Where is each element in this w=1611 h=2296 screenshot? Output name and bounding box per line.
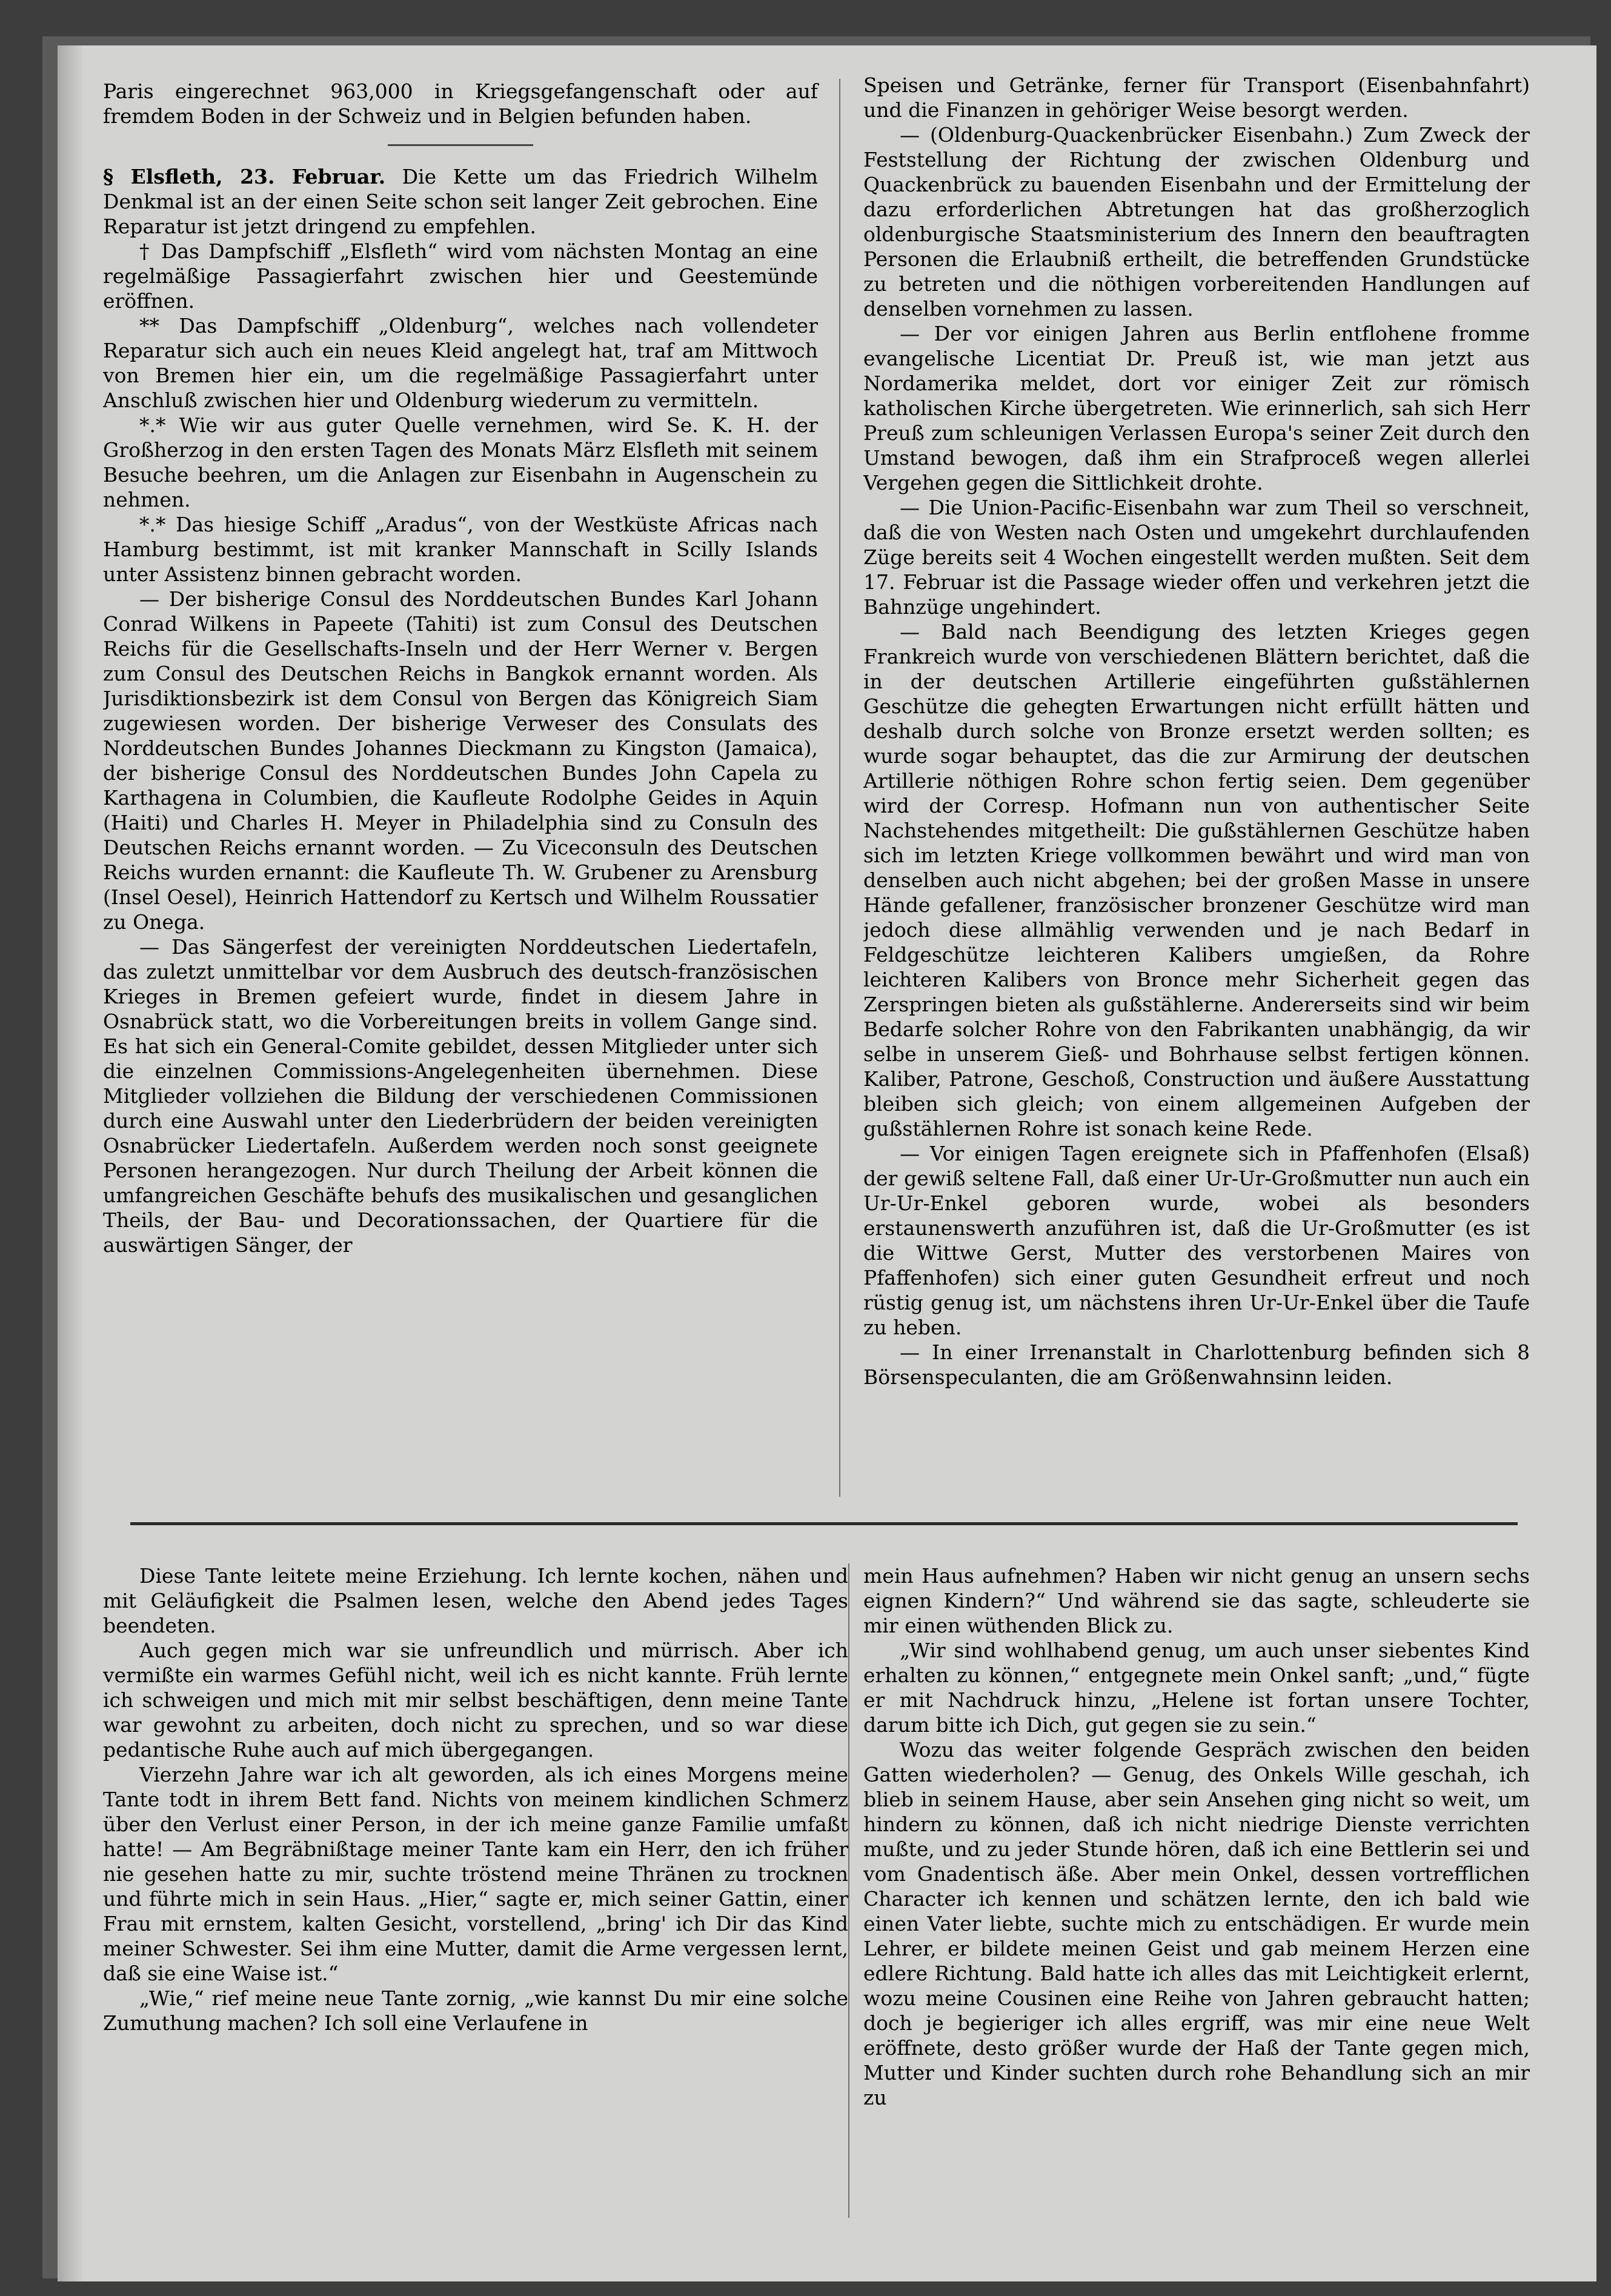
column-rule bbox=[839, 79, 840, 1497]
article-paragraph: *.* Wie wir aus guter Quelle vernehmen, wird Se. K. H. der Großherzog in den ersten Tagen des Monats März Elsfleth mit seinem Besuche beehren, um die Anlagen zur Eisenbahn in Augenschein zu nehmen. bbox=[103, 413, 818, 511]
story-paragraph: Vierzehn Jahre war ich alt geworden, als ich eines Morgens meine Tante todt in ihrem Bett fand. Nichts von meinem kindlichen Schmerz über den Verlust einer Person, in der ich meine ganze Familie umfaßt hatte! — Am Begräbnißtage meiner Tante kam ein Herr, den ich früher nie gesehen hatte zu mir, suchte tröstend meine Thränen zu trocknen und führte mich in sein Haus. „Hier,“ sagte er, mich seiner Gattin, einer Frau mit ernstem, kalten Gesicht, vorstellend, „bring' ich Dir das Kind meiner Schwester. Sei ihm eine Mutter, damit die Arme vergessen lernt, daß sie eine Waise ist.“ bbox=[103, 1763, 848, 1985]
story-paragraph: Diese Tante leitete meine Erziehung. Ich lernte kochen, nähen und mit Geläufigkeit die Psalmen lesen, welche den Abend jedes Tages beendeten. bbox=[103, 1564, 848, 1637]
column-bottom-left bbox=[103, 1563, 848, 2230]
article-paragraph: Speisen und Getränke, ferner für Transport (Eisenbahnfahrt) und die Finanzen in gehöriger Weise besorgt werden. bbox=[863, 73, 1530, 122]
story-paragraph: „Wie,“ rief meine neue Tante zornig, „wie kannst Du mir eine solche Zumuthung machen? Ich soll eine Verlaufene in bbox=[103, 1986, 848, 2035]
article-paragraph: — (Oldenburg-Quackenbrücker Eisenbahn.) Zum Zweck der Feststellung der Richtung der zwischen Oldenburg und Quackenbrück zu bauenden Eisenbahn und der Ermittelung der dazu erforderlichen Abtretungen hat das großherzoglich oldenburgische Staatsministerium des Innern den beauftragten Personen die Erlaubniß ertheilt, die betreffenden Grundstücke zu betreten und die nöthigen vorbereitenden Handlungen auf denselben vornehmen zu lassen. bbox=[863, 123, 1530, 321]
section-divider bbox=[388, 144, 533, 146]
article-paragraph bbox=[103, 164, 818, 239]
column-rule bbox=[848, 1563, 849, 2218]
story-paragraph: Wozu das weiter folgende Gespräch zwischen den beiden Gatten wiederholen? — Genug, des Onkels Wille geschah, ich blieb in seinem Hause, aber sein Ansehen ging nicht so weit, um hindern zu können, daß ich nicht niedrige Dienste verrichten mußte, und zu jeder Stunde hören, daß ich eine Bettlerin sei und vom Gnadentisch äße. Aber mein Onkel, dessen vortrefflichen Character ich kennen und schätzen lernte, den ich bald wie einen Vater liebte, suchte mich zu entschädigen. Er wurde mein Lehrer, er bildete meinen Geist und gab meinem Herzen eine edlere Richtung. Bald hatte ich alles das mit Leichtigkeit erlernt, wozu meine Cousinen eine Reihe von Jahren gebraucht hatten; doch je begieriger ich alles ergriff, was mir eine neue Welt eröffnete, desto größer wurde der Haß der Tante gegen mich, Mutter und Kinder suchten durch rohe Behandlung sich an mir zu bbox=[863, 1738, 1530, 2109]
article-paragraph: — Vor einigen Tagen ereignete sich in Pfaffenhofen (Elsaß) der gewiß seltene Fall, daß einer Ur-Ur-Großmutter nun auch ein Ur-Ur-Enkel geboren wurde, wobei als besonders erstaunenswerth anzuführen ist, daß die Ur-Großmutter (es ist die Wittwe Gerst, Mutter des verstorbenen Maires von Pfaffenhofen) sich einer guten Gesundheit erfreut und noch rüstig genug ist, um nächstens ihren Ur-Ur-Enkel über die Taufe zu heben. bbox=[863, 1142, 1530, 1339]
article-paragraph: — In einer Irrenanstalt in Charlottenburg befinden sich 8 Börsenspeculanten, die am Größenwahnsinn leiden. bbox=[863, 1340, 1530, 1389]
article-paragraph: *.* Das hiesige Schiff „Aradus“, von der Westküste Africas nach Hamburg bestimmt, ist mit kranker Mannschaft in Scilly Islands unter Assistenz binnen gebracht worden. bbox=[103, 513, 818, 586]
story-paragraph: Auch gegen mich war sie unfreundlich und mürrisch. Aber ich vermißte ein warmes Gefühl nicht, weil ich es nicht kannte. Früh lernte ich schweigen und mich mit mir selbst beschäftigen, denn meine Tante war gewohnt zu arbeiten, doch nicht zu sprechen, und so war diese pedantische Ruhe auch auf mich übergegangen. bbox=[103, 1639, 848, 1762]
article-paragraph: — Der bisherige Consul des Norddeutschen Bundes Karl Johann Conrad Wilkens in Papeete (Tahiti) ist zum Consul des Deutschen Reichs für die Gesellschafts-Inseln und der Herr Werner v. Bergen zum Consul des Deutschen Reichs in Bangkok ernannt worden. Als Jurisdiktionsbezirk ist dem Consul von Bergen das Königreich Siam zugewiesen worden. Der bisherige Verweser des Consulats des Norddeutschen Bundes Johannes Dieckmann zu Kingston (Jamaica), der bisherige Consul des Norddeutschen Bundes John Capela zu Karthagena in Columbien, die Kaufleute Rodolphe Geides in Aquin (Haiti) und Charles H. Meyer in Philadelphia sind zu Consuln des Deutschen Reichs ernannt worden. — Zu Viceconsuln des Deutschen Reichs wurden ernannt: die Kaufleute Th. W. Grubener zu Arensburg (Insel Oesel), Heinrich Hattendorf zu Kertsch und Wilhelm Roussatier zu Onega. bbox=[103, 587, 818, 934]
article-paragraph: — Bald nach Beendigung des letzten Krieges gegen Frankreich wurde von verschiedenen Blättern berichtet, daß die in der deutschen Artillerie eingeführten gußstählernen Geschütze die gehegten Erwartungen nicht erfüllt hätten und deshalb durch solche von Bronze ersetzt werden sollten; es wurde sogar behauptet, das die zur Armirung der deutschen Artillerie nöthigen Rohre schon fertig seien. Dem gegenüber wird der Corresp. Hofmann nun von authentischer Seite Nachstehendes mitgetheilt: Die gußstählernen Geschütze haben sich im letzten Kriege vollkommen bewährt und wird man von denselben auch nicht abgehen; bei der großen Masse in unsere Hände gefallener, französischer bronzener Geschütze wird man jedoch diese allmählig verwenden und je nach Bedarf in Feldgeschütze leichteren Kalibers umgießen, da Rohre leichteren Kalibers von Bronce mehr Sicherheit gegen das Zerspringen bieten als gußstählerne. Andererseits sind wir beim Bedarfe solcher Rohre von den Fabrikanten unabhängig, da wir selbe in unserem Gieß- und Bohrhause selbst fertigen können. Kaliber, Patrone, Geschoß, Construction und äußere Ausstattung bleiben sich gleich; von einem allgemeinen Aufgeben der gußstählernen Rohre ist sonach keine Rede. bbox=[863, 620, 1530, 1140]
article-paragraph: — Der vor einigen Jahren aus Berlin entflohene fromme evangelische Licentiat Dr. Preuß ist, wie man jetzt aus Nordamerika meldet, dort vor einiger Zeit zur römisch katholischen Kirche übergetreten. Wie erinnerlich, sah sich Herr Preuß zum schleunigen Verlassen Europa's seiner Zeit durch den Umstand bewogen, daß ihm ein Strafproceß wegen allerlei Vergehen gegen die Sittlichkeit drohte. bbox=[863, 322, 1530, 494]
feuilleton-divider bbox=[130, 1522, 1518, 1525]
article-paragraph: Paris eingerechnet 963,000 in Kriegsgefangenschaft oder auf fremdem Boden in der Schweiz und in Belgien befunden haben. bbox=[103, 79, 818, 128]
story-paragraph: mein Haus aufnehmen? Haben wir nicht genug an unsern sechs eignen Kindern?“ Und während sie das sagte, schleuderte sie mir einen wüthenden Blick zu. bbox=[863, 1564, 1530, 1637]
column-top-right bbox=[863, 73, 1530, 1503]
dateline: § Elsfleth, 23. Februar. bbox=[103, 165, 386, 188]
article-paragraph: ** Das Dampfschiff „Oldenburg“, welches nach vollendeter Reparatur sich auch ein neues Kleid angelegt hat, traf am Mittwoch von Bremen hier ein, um die regelmäßige Passagierfahrt unter Anschluß zwischen hier und Oldenburg wiederum zu vermitteln. bbox=[103, 314, 818, 412]
column-bottom-right bbox=[863, 1563, 1530, 2230]
article-paragraph: † Das Dampfschiff „Elsfleth“ wird vom nächsten Montag an eine regelmäßige Passagierfahrt zwischen hier und Geestemünde eröffnen. bbox=[103, 239, 818, 313]
story-paragraph: „Wir sind wohlhabend genug, um auch unser siebentes Kind erhalten zu können,“ entgegnete mein Onkel sanft; „und,“ fügte er mit Nachdruck hinzu, „Helene ist fortan unsere Tochter, darum bitte ich Dich, gut gegen sie zu sein.“ bbox=[863, 1639, 1530, 1737]
article-text: Die Kette um das Friedrich Wilhelm Denkmal ist an der einen Seite schon seit langer Zeit gebrochen. Eine Reparatur ist jetzt dringend zu empfehlen. bbox=[103, 165, 818, 238]
column-top-left bbox=[103, 79, 824, 1509]
page-fold-shadow bbox=[58, 45, 82, 2281]
article-paragraph: — Das Sängerfest der vereinigten Norddeutschen Liedertafeln, das zuletzt unmittelbar vor dem Ausbruch des deutsch-französischen Krieges in Bremen gefeiert wurde, findet in diesem Jahre in Osnabrück statt, wo die Vorbereitungen breits in vollem Gange sind. Es hat sich ein General-Comite gebildet, dessen Mitglieder unter sich die einzelnen Commissions-Angelegenheiten übernehmen. Diese Mitglieder vollziehen die Bildung der verschiedenen Commissionen durch eine Auswahl unter den Liederbrüdern der beiden vereinigten Osnabrücker Liedertafeln. Außerdem werden noch sonst geeignete Personen herangezogen. Nur durch Theilung der Arbeit können die umfangreichen Geschäfte behufs des musikalischen und gesanglichen Theils, der Bau- und Decorationssachen, der Quartiere für die auswärtigen Sänger, der bbox=[103, 935, 818, 1257]
article-paragraph: — Die Union-Pacific-Eisenbahn war zum Theil so verschneit, daß die von Westen nach Osten und umgekehrt durchlaufenden Züge bereits seit 4 Wochen eingestellt werden mußten. Seit dem 17. Februar ist die Passage wieder offen und verkehren jetzt die Bahnzüge ungehindert. bbox=[863, 496, 1530, 619]
